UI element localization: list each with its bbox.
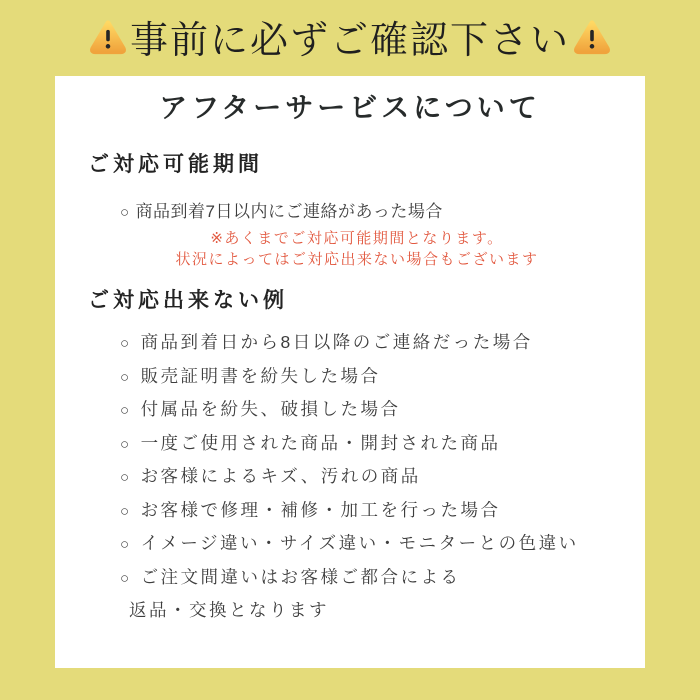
list-item [55, 466, 645, 488]
list-item [55, 533, 645, 555]
caution-note-line: ※あくまでご対応可能期間となります。 [210, 230, 504, 247]
header-banner [0, 8, 700, 64]
warning-triangle-icon [573, 18, 611, 56]
bullet-circle-icon: ○ [120, 204, 130, 221]
list-item [55, 399, 645, 421]
list-item-text: 一度ご使用された商品・開封された商品 [140, 432, 501, 453]
list-item-text: 商品到着7日以内にご連絡があった場合 [135, 202, 443, 221]
bullet-circle-icon: ○ [120, 469, 132, 486]
page-title: アフターサービスについて [159, 92, 541, 123]
not-covered-list [55, 332, 645, 620]
caution-notes [69, 228, 645, 270]
list-item-text: お客様によるキズ、汚れの商品 [140, 466, 421, 486]
header-title: 事前に必ずご確認下さい [129, 19, 570, 62]
bullet-circle-icon: ○ [120, 335, 132, 352]
list-item [55, 500, 645, 522]
bullet-circle-icon: ○ [120, 502, 132, 520]
list-item-text: 付属品を紛失、破損した場合 [140, 399, 401, 419]
list-item [55, 567, 645, 589]
list-item-text: 販売証明書を紛失した場合 [140, 365, 381, 386]
bullet-circle-icon: ○ [120, 435, 132, 453]
list-item-text: イメージ違い・サイズ違い・モニターとの色違い [140, 533, 579, 553]
list-item-text: 商品到着日から8日以降のご連絡だった場合 [140, 332, 533, 352]
bullet-circle-icon: ○ [120, 536, 132, 553]
list-item-text: お客様で修理・補修・加工を行った場合 [140, 499, 501, 520]
list-item [55, 200, 645, 225]
section-heading-support-period: ご対応可能期間 [88, 153, 263, 176]
list-item-continuation: 返品・交換となります [129, 600, 329, 620]
list-item [55, 366, 645, 388]
list-item [55, 332, 645, 354]
list-item-text: ご注文間違いはお客様ご都合による [140, 566, 461, 587]
bullet-circle-icon: ○ [120, 569, 132, 587]
bullet-circle-icon: ○ [120, 402, 132, 419]
warning-triangle-icon [89, 18, 127, 56]
caution-note-line: 状況によってはご対応出来ない場合もございます [175, 251, 539, 268]
list-item [55, 433, 645, 455]
bullet-circle-icon: ○ [120, 368, 132, 386]
notice-card [55, 76, 645, 668]
section-heading-not-covered: ご対応出来ない例 [88, 289, 288, 312]
